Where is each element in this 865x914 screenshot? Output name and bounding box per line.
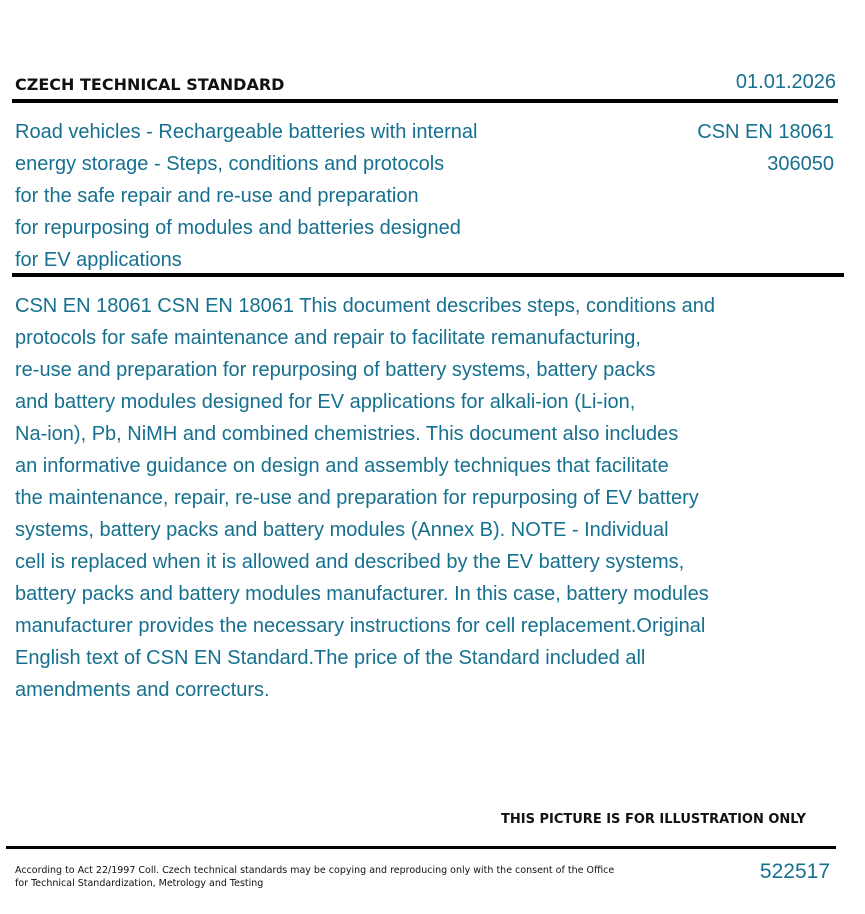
description-line: manufacturer provides the necessary instructions for cell replacement.Original	[15, 615, 706, 637]
description-text	[15, 290, 805, 706]
title-line: for the safe repair and re-use and preparation	[15, 185, 419, 207]
description-line: the maintenance, repair, re-use and preparation for repurposing of EV battery	[15, 487, 699, 509]
description-line: English text of CSN EN Standard.The price of the Standard included all	[15, 647, 646, 669]
description-line: protocols for safe maintenance and repair to facilitate remanufacturing,	[15, 327, 641, 349]
title-rule	[12, 273, 844, 277]
classification-code: 306050	[767, 153, 834, 175]
title-line: for repurposing of modules and batteries designed	[15, 217, 461, 239]
illustration-note: THIS PICTURE IS FOR ILLUSTRATION ONLY	[501, 812, 806, 827]
title-line: for EV applications	[15, 249, 182, 271]
catalog-number: 522517	[759, 860, 830, 883]
legal-line: According to Act 22/1997 Coll. Czech technical standards may be copying and reproducing only with the consent of the Office	[15, 865, 615, 876]
legal-line: for Technical Standardization, Metrology and Testing	[15, 878, 264, 889]
title-line: Road vehicles - Rechargeable batteries with internal	[15, 121, 478, 143]
header-rule	[12, 99, 838, 103]
description-line: amendments and correcturs.	[15, 679, 270, 701]
description-line: re-use and preparation for repurposing of battery systems, battery packs	[15, 359, 656, 381]
legal-notice	[15, 864, 615, 890]
description-line: systems, battery packs and battery modules (Annex B). NOTE - Individual	[15, 519, 669, 541]
title-line: energy storage - Steps, conditions and protocols	[15, 153, 445, 175]
description-line: battery packs and battery modules manufacturer. In this case, battery modules	[15, 583, 709, 605]
description-line: and battery modules designed for EV applications for alkali-ion (Li-ion,	[15, 391, 636, 413]
standard-codes	[697, 116, 834, 180]
footer-rule	[6, 846, 836, 849]
standard-type-label: CZECH TECHNICAL STANDARD	[15, 75, 285, 94]
standard-title	[15, 116, 535, 276]
description-line: Na-ion), Pb, NiMH and combined chemistries. This document also includes	[15, 423, 679, 445]
publication-date: 01.01.2026	[735, 71, 836, 93]
description-line: cell is replaced when it is allowed and described by the EV battery systems,	[15, 551, 685, 573]
standard-number: CSN EN 18061	[697, 121, 834, 143]
description-line: CSN EN 18061 CSN EN 18061 This document describes steps, conditions and	[15, 295, 716, 317]
description-line: an informative guidance on design and assembly techniques that facilitate	[15, 455, 669, 477]
